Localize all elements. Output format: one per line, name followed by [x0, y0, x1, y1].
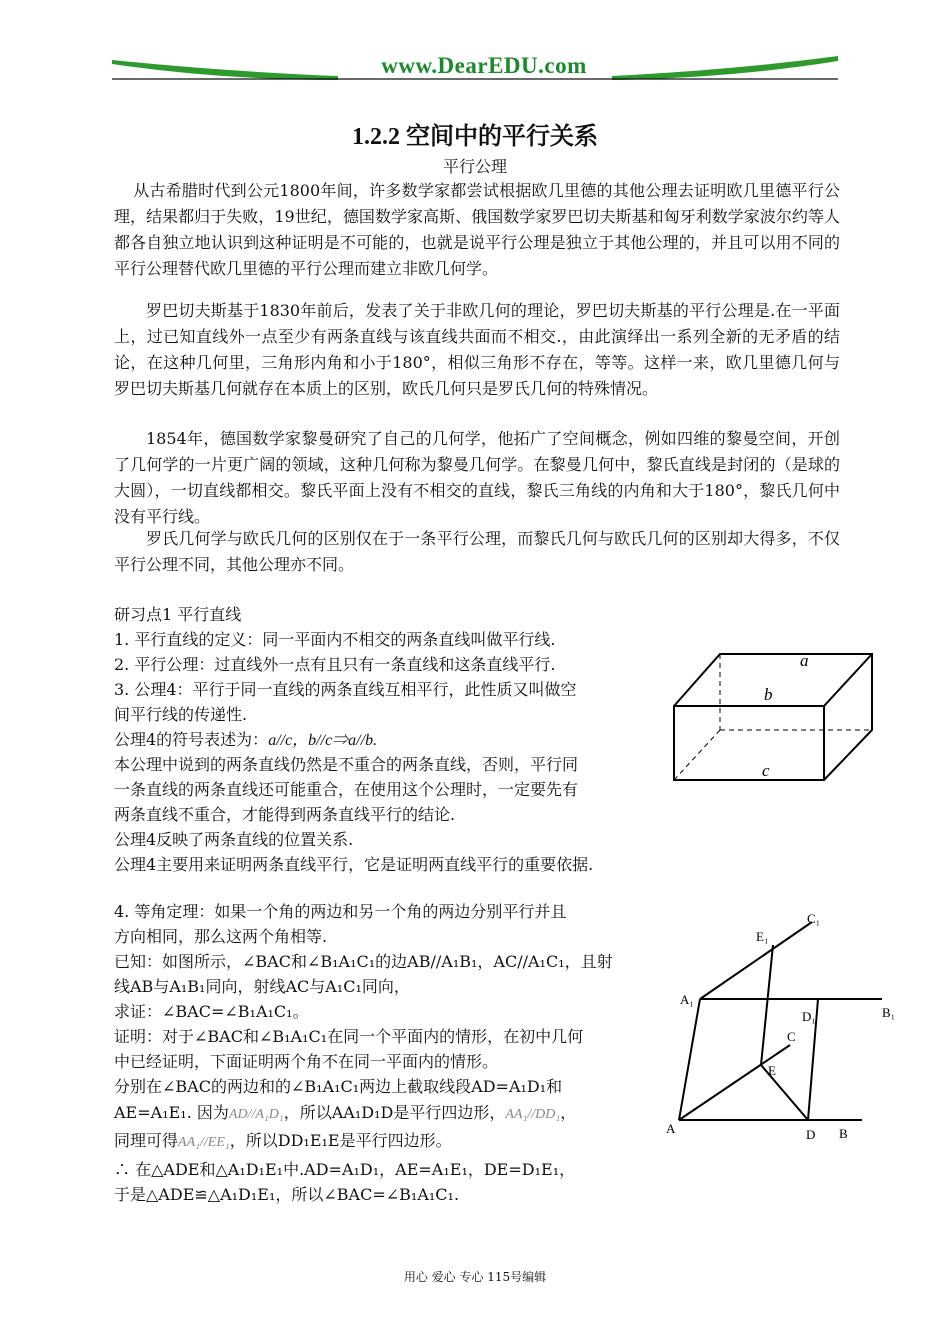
- proof-line4-text-c: ，: [560, 1103, 577, 1122]
- label-b: B: [839, 1126, 848, 1141]
- label-d: D: [806, 1127, 816, 1142]
- axiom4-note-line3: 两条直线不重合，才能得到两条直线平行的结论.: [114, 805, 456, 824]
- label-b1: B₁: [882, 1005, 896, 1020]
- axiom4-note-line2: 一条直线的两条直线还可能重合，在使用这个公理时，一定要先有: [114, 780, 579, 799]
- line-label-c: c: [762, 761, 770, 780]
- given-line1: 已知：如图所示，∠BAC和∠B₁A₁C₁的边AB//A₁B₁，AC//A₁C₁，且射: [114, 952, 613, 971]
- page-subtitle: 平行公理: [442, 157, 507, 176]
- proof-line5: [114, 1128, 452, 1156]
- label-d1: D₁: [802, 1009, 816, 1024]
- proof-line5-text-a: 同理可得: [114, 1131, 179, 1150]
- proof-line4: [114, 1100, 576, 1128]
- proof-line2: 中已经证明，下面证明两个角不在同一平面内的情形。: [114, 1052, 499, 1071]
- equal-angle-theorem-line1: 4. 等角定理：如果一个角的两边和另一个角的两边分别平行并且: [114, 902, 567, 921]
- paragraph-history: 从古希腊时代到公元1800年间，许多数学家都尝试根据欧几里德的其他公理去证明欧几里德平行公理，结果都归于失败，19世纪，德国数学家高斯、俄国数学家罗巴切夫斯基和匈牙利数学家波尔约等人都各自独立地认识到这种证明是不可能的，也就是说平行公理是独立于其他公理的，并且可以用不同的平行公理替代欧几里德的平行公理而建立非欧几何学。: [114, 181, 840, 278]
- proof-line1: 证明：对于∠BAC和∠B₁A₁C₁在同一个平面内的情形，在初中几何: [114, 1027, 584, 1046]
- axiom4-line1: 3. 公理4：平行于同一直线的两条直线互相平行，此性质又叫做空: [114, 680, 577, 699]
- proof-line4-text-a: AE=A₁E₁. 因为: [114, 1103, 229, 1122]
- axiom4-formula: a//c，b//c⇒a//b.: [268, 732, 378, 749]
- proof-formula-ad: AD//A₁D₁: [228, 1107, 284, 1122]
- paragraph-riemann: 1854年，德国数学家黎曼研究了自己的几何学，他拓广了空间概念，例如四维的黎曼空间，开创了几何学的一片更广阔的领域，这种几何称为黎曼几何学。在黎曼几何中，黎氏直线是封闭的（是球的大圆），一切直线都相交。黎氏平面上没有不相交的直线，黎氏三角线的内角和大于180°，黎氏几何中没有平行线。: [114, 429, 840, 526]
- parallel-definition: 1. 平行直线的定义：同一平面内不相交的两条直线叫做平行线.: [114, 630, 556, 649]
- equal-angle-figure: [662, 905, 912, 1150]
- proof-line5-text-b: ，所以DD₁E₁E是平行四边形。: [229, 1131, 452, 1150]
- proof-line3: 分别在∠BAC的两边和的∠B₁A₁C₁两边上截取线段AD=A₁D₁和: [114, 1077, 563, 1096]
- proof-line4-text-b: ，所以AA₁D₁D是平行四边形，: [283, 1103, 506, 1122]
- equal-angle-theorem-line2: 方向相同，那么这两个角相等.: [114, 927, 328, 946]
- page-footer: 用心 爱心 专心 115号编辑: [403, 1270, 547, 1284]
- label-e: E: [768, 1063, 776, 1078]
- proof-formula-aa1: AA₁//DD₁: [505, 1107, 561, 1122]
- paragraph-lobachevsky: 罗巴切夫斯基于1830年前后，发表了关于非欧几何的理论，罗巴切夫斯基的平行公理是.在一平面上，过已知直线外一点至少有两条直线与该直线共面而不相交.，由此演绎出一系列全新的无矛盾的结论，在这种几何里，三角形内角和小于180°，相似三角形不存在，等等。这样一来，欧几里德几何与罗巴切夫斯基几何就存在本质上的区别，欧氏几何只是罗氏几何的特殊情况。: [114, 301, 840, 398]
- page-header: [112, 50, 838, 88]
- label-c1: C₁: [807, 911, 821, 926]
- line-label-a: a: [800, 651, 809, 670]
- page-title: 1.2.2 空间中的平行关系: [352, 124, 598, 150]
- label-c: C: [787, 1029, 796, 1044]
- paragraph-comparison: 罗氏几何学与欧氏几何的区别仅在于一条平行公理，而黎氏几何与欧氏几何的区别却大得多，不仅平行公理不同，其他公理亦不同。: [114, 529, 840, 574]
- site-logo: www.DearEDU.com: [381, 53, 587, 78]
- given-line2: 线AB与A₁B₁同向，射线AC与A₁C₁同向，: [114, 977, 410, 996]
- proof-formula-ee1: AA₁//EE₁: [178, 1135, 230, 1150]
- axiom4-note-line1: 本公理中说到的两条直线仍然是不重合的两条直线，否则，平行同: [114, 755, 579, 774]
- axiom4-reflection: 公理4反映了两条直线的位置关系.: [114, 830, 354, 849]
- parallel-axiom: 2. 平行公理：过直线外一点有且只有一条直线和这条直线平行.: [114, 655, 556, 674]
- label-a1: A₁: [680, 992, 694, 1007]
- axiom4-line2: 间平行线的传递性.: [114, 705, 248, 724]
- section1-heading: 研习点1 平行直线: [114, 605, 242, 624]
- cuboid-figure: [668, 646, 878, 786]
- to-prove: 求证：∠BAC=∠B₁A₁C₁。: [114, 1002, 309, 1021]
- axiom4-usage: 公理4主要用来证明两条直线平行，它是证明两直线平行的重要依据.: [114, 855, 594, 874]
- axiom4-symbolic-prefix: 公理4的符号表述为：: [114, 730, 269, 749]
- axiom4-symbolic: [114, 727, 377, 754]
- conclusion-line1: ∴ 在△ADE和△A₁D₁E₁中.AD=A₁D₁，AE=A₁E₁，DE=D₁E₁，: [114, 1160, 576, 1179]
- label-a: A: [666, 1121, 676, 1136]
- conclusion-line2: 于是△ADE≌△A₁D₁E₁，所以∠BAC=∠B₁A₁C₁.: [114, 1185, 460, 1204]
- label-e1: E₁: [756, 929, 769, 944]
- line-label-b: b: [764, 685, 773, 704]
